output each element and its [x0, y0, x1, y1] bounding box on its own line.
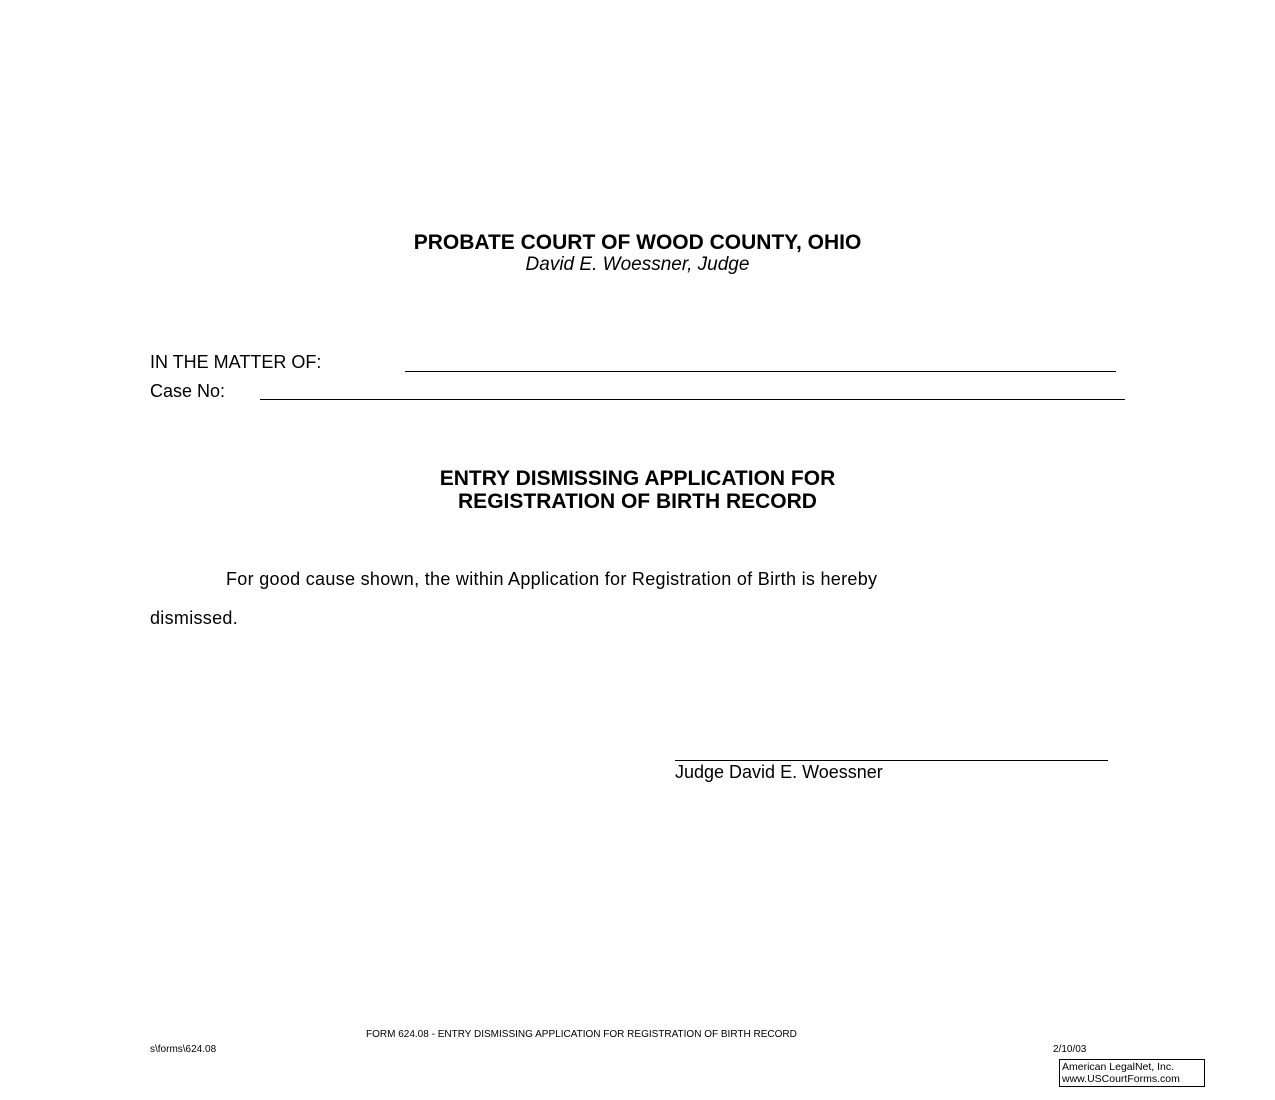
- footer-date: 2/10/03: [1053, 1044, 1087, 1055]
- signature-line: [675, 760, 1108, 761]
- matter-field[interactable]: [405, 352, 1116, 372]
- document-title-line1: ENTRY DISMISSING APPLICATION FOR: [439, 467, 836, 490]
- footer-path: s\forms\624.08: [150, 1044, 217, 1055]
- signature-label: Judge David E. Woessner: [675, 762, 883, 782]
- body-text-line1: For good cause shown, the within Application for Registration of Birth is hereby: [226, 569, 878, 589]
- court-name: PROBATE COURT OF WOOD COUNTY, OHIO: [413, 231, 862, 254]
- footer-form-title: FORM 624.08 - ENTRY DISMISSING APPLICATION FOR REGISTRATION OF BIRTH RECORD: [366, 1029, 797, 1040]
- judge-name: David E. Woessner, Judge: [525, 254, 750, 275]
- stamp-company: American LegalNet, Inc.: [1062, 1061, 1175, 1073]
- body-text-line2: dismissed.: [150, 608, 239, 628]
- publisher-stamp: [1059, 1059, 1205, 1087]
- case-number-field[interactable]: [260, 380, 1125, 400]
- matter-label: IN THE MATTER OF:: [150, 352, 322, 372]
- case-label: Case No:: [150, 381, 226, 401]
- document-title-line2: REGISTRATION OF BIRTH RECORD: [458, 490, 817, 513]
- stamp-website[interactable]: www.USCourtForms.com: [1062, 1073, 1180, 1085]
